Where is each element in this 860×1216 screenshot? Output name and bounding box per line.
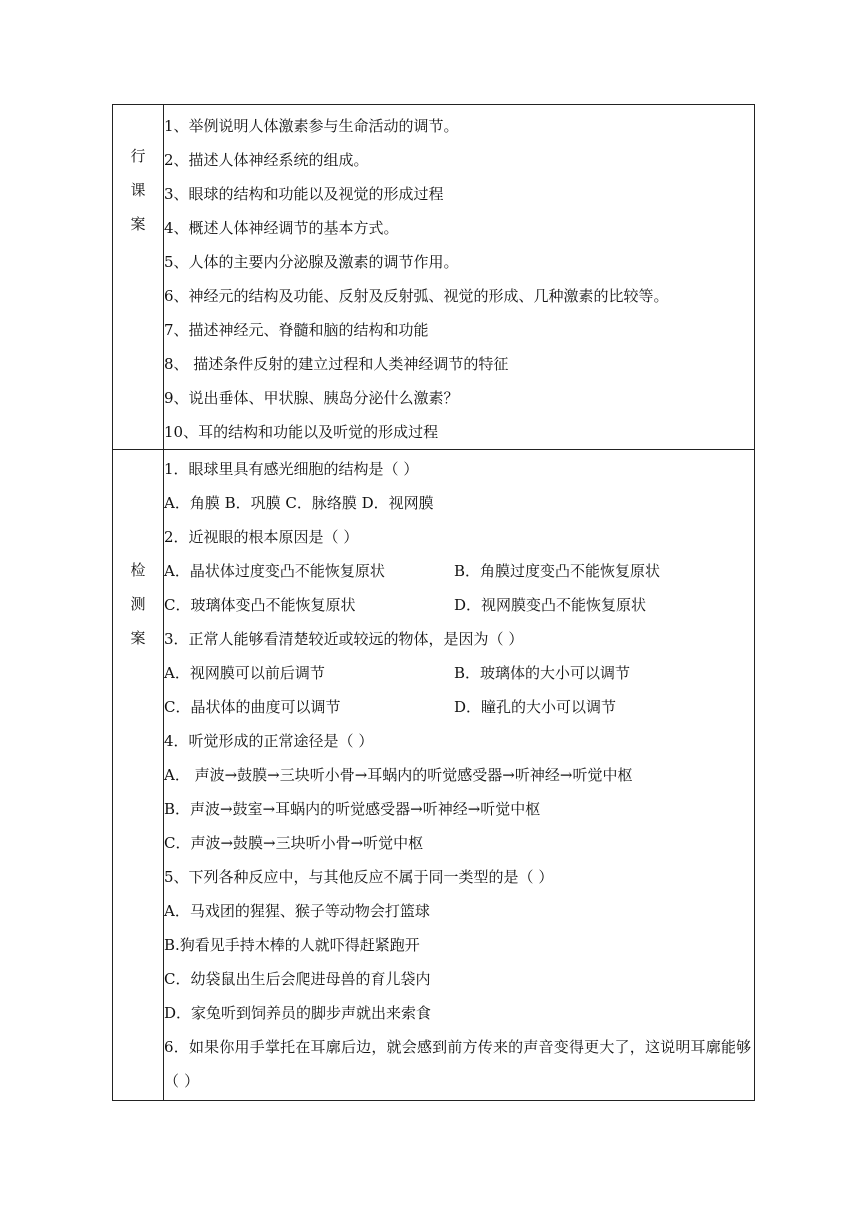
question-stem: 4．听觉形成的正常途径是（ ） [164,732,374,750]
option-d: D．瞳孔的大小可以调节 [454,698,617,716]
question-stem: 5、下列各种反应中，与其他反应不属于同一类型的是（ ） [164,868,554,886]
label-char: 测 [130,595,146,613]
section-row-test [113,450,755,1101]
option-a: A．视网膜可以前后调节 [164,664,325,682]
objectives-list [164,105,755,450]
section-row-practice [113,105,755,450]
objective-item: 9、说出垂体、甲状腺、胰岛分泌什么激素？ [164,389,459,407]
option-b: B．角膜过度变凸不能恢复原状 [454,562,661,580]
option-d: D．视网膜变凸不能恢复原状 [454,596,647,614]
option-a: A． 声波→鼓膜→三块听小骨→耳蜗内的听觉感受器→听神经→听觉中枢 [164,766,633,784]
objective-item: 5、人体的主要内分泌腺及激素的调节作用。 [164,253,459,271]
section-label-test [113,450,164,1101]
objective-item: 3、眼球的结构和功能以及视觉的形成过程 [164,185,444,203]
option-c: C．玻璃体变凸不能恢复原状 [164,596,356,614]
section-label-practice [113,105,164,450]
option-row [164,656,754,690]
label-char: 检 [130,561,146,579]
label-char: 课 [130,181,146,199]
objective-item: 10、耳的结构和功能以及听觉的形成过程 [164,423,439,441]
option-b: B．声波→鼓室→耳蜗内的听觉感受器→听神经→听觉中枢 [164,800,541,818]
option-row [164,690,754,724]
objective-item: 7、描述神经元、脊髓和脑的结构和功能 [164,321,429,339]
option-d: D．家兔听到饲养员的脚步声就出来索食 [164,1004,432,1022]
objective-item: 8、 描述条件反射的建立过程和人类神经调节的特征 [164,355,509,373]
objective-item: 4、概述人体神经调节的基本方式。 [164,219,399,237]
question-options: A．角膜 B．巩膜 C．脉络膜 D．视网膜 [164,494,434,512]
label-char: 行 [130,147,146,165]
lesson-plan-table [112,104,755,1101]
option-b: B．玻璃体的大小可以调节 [454,664,631,682]
option-row [164,588,754,622]
objective-item: 2、描述人体神经系统的组成。 [164,151,369,169]
question-stem: 1．眼球里具有感光细胞的结构是（ ） [164,460,419,478]
option-a: A．晶状体过度变凸不能恢复原状 [164,562,385,580]
question-stem: 3．正常人能够看清楚较近或较远的物体，是因为（ ） [164,630,524,648]
option-c: C．晶状体的曲度可以调节 [164,698,341,716]
question-stem: 6．如果你用手掌托在耳廓后边，就会感到前方传来的声音变得更大了，这说明耳廓能够（ ） [164,1038,752,1090]
label-char: 案 [130,215,146,233]
question-stem: 2．近视眼的根本原因是（ ） [164,528,359,546]
questions-list [164,450,755,1101]
objective-item: 1、举例说明人体激素参与生命活动的调节。 [164,117,459,135]
option-a: A．马戏团的猩猩、猴子等动物会打篮球 [164,902,430,920]
option-c: C．幼袋鼠出生后会爬进母兽的育儿袋内 [164,970,431,988]
option-row [164,554,754,588]
option-b: B.狗看见手持木棒的人就吓得赶紧跑开 [164,936,420,954]
objective-item: 6、神经元的结构及功能、反射及反射弧、视觉的形成、几种激素的比较等。 [164,287,669,305]
label-char: 案 [130,629,146,647]
option-c: C．声波→鼓膜→三块听小骨→听觉中枢 [164,834,424,852]
